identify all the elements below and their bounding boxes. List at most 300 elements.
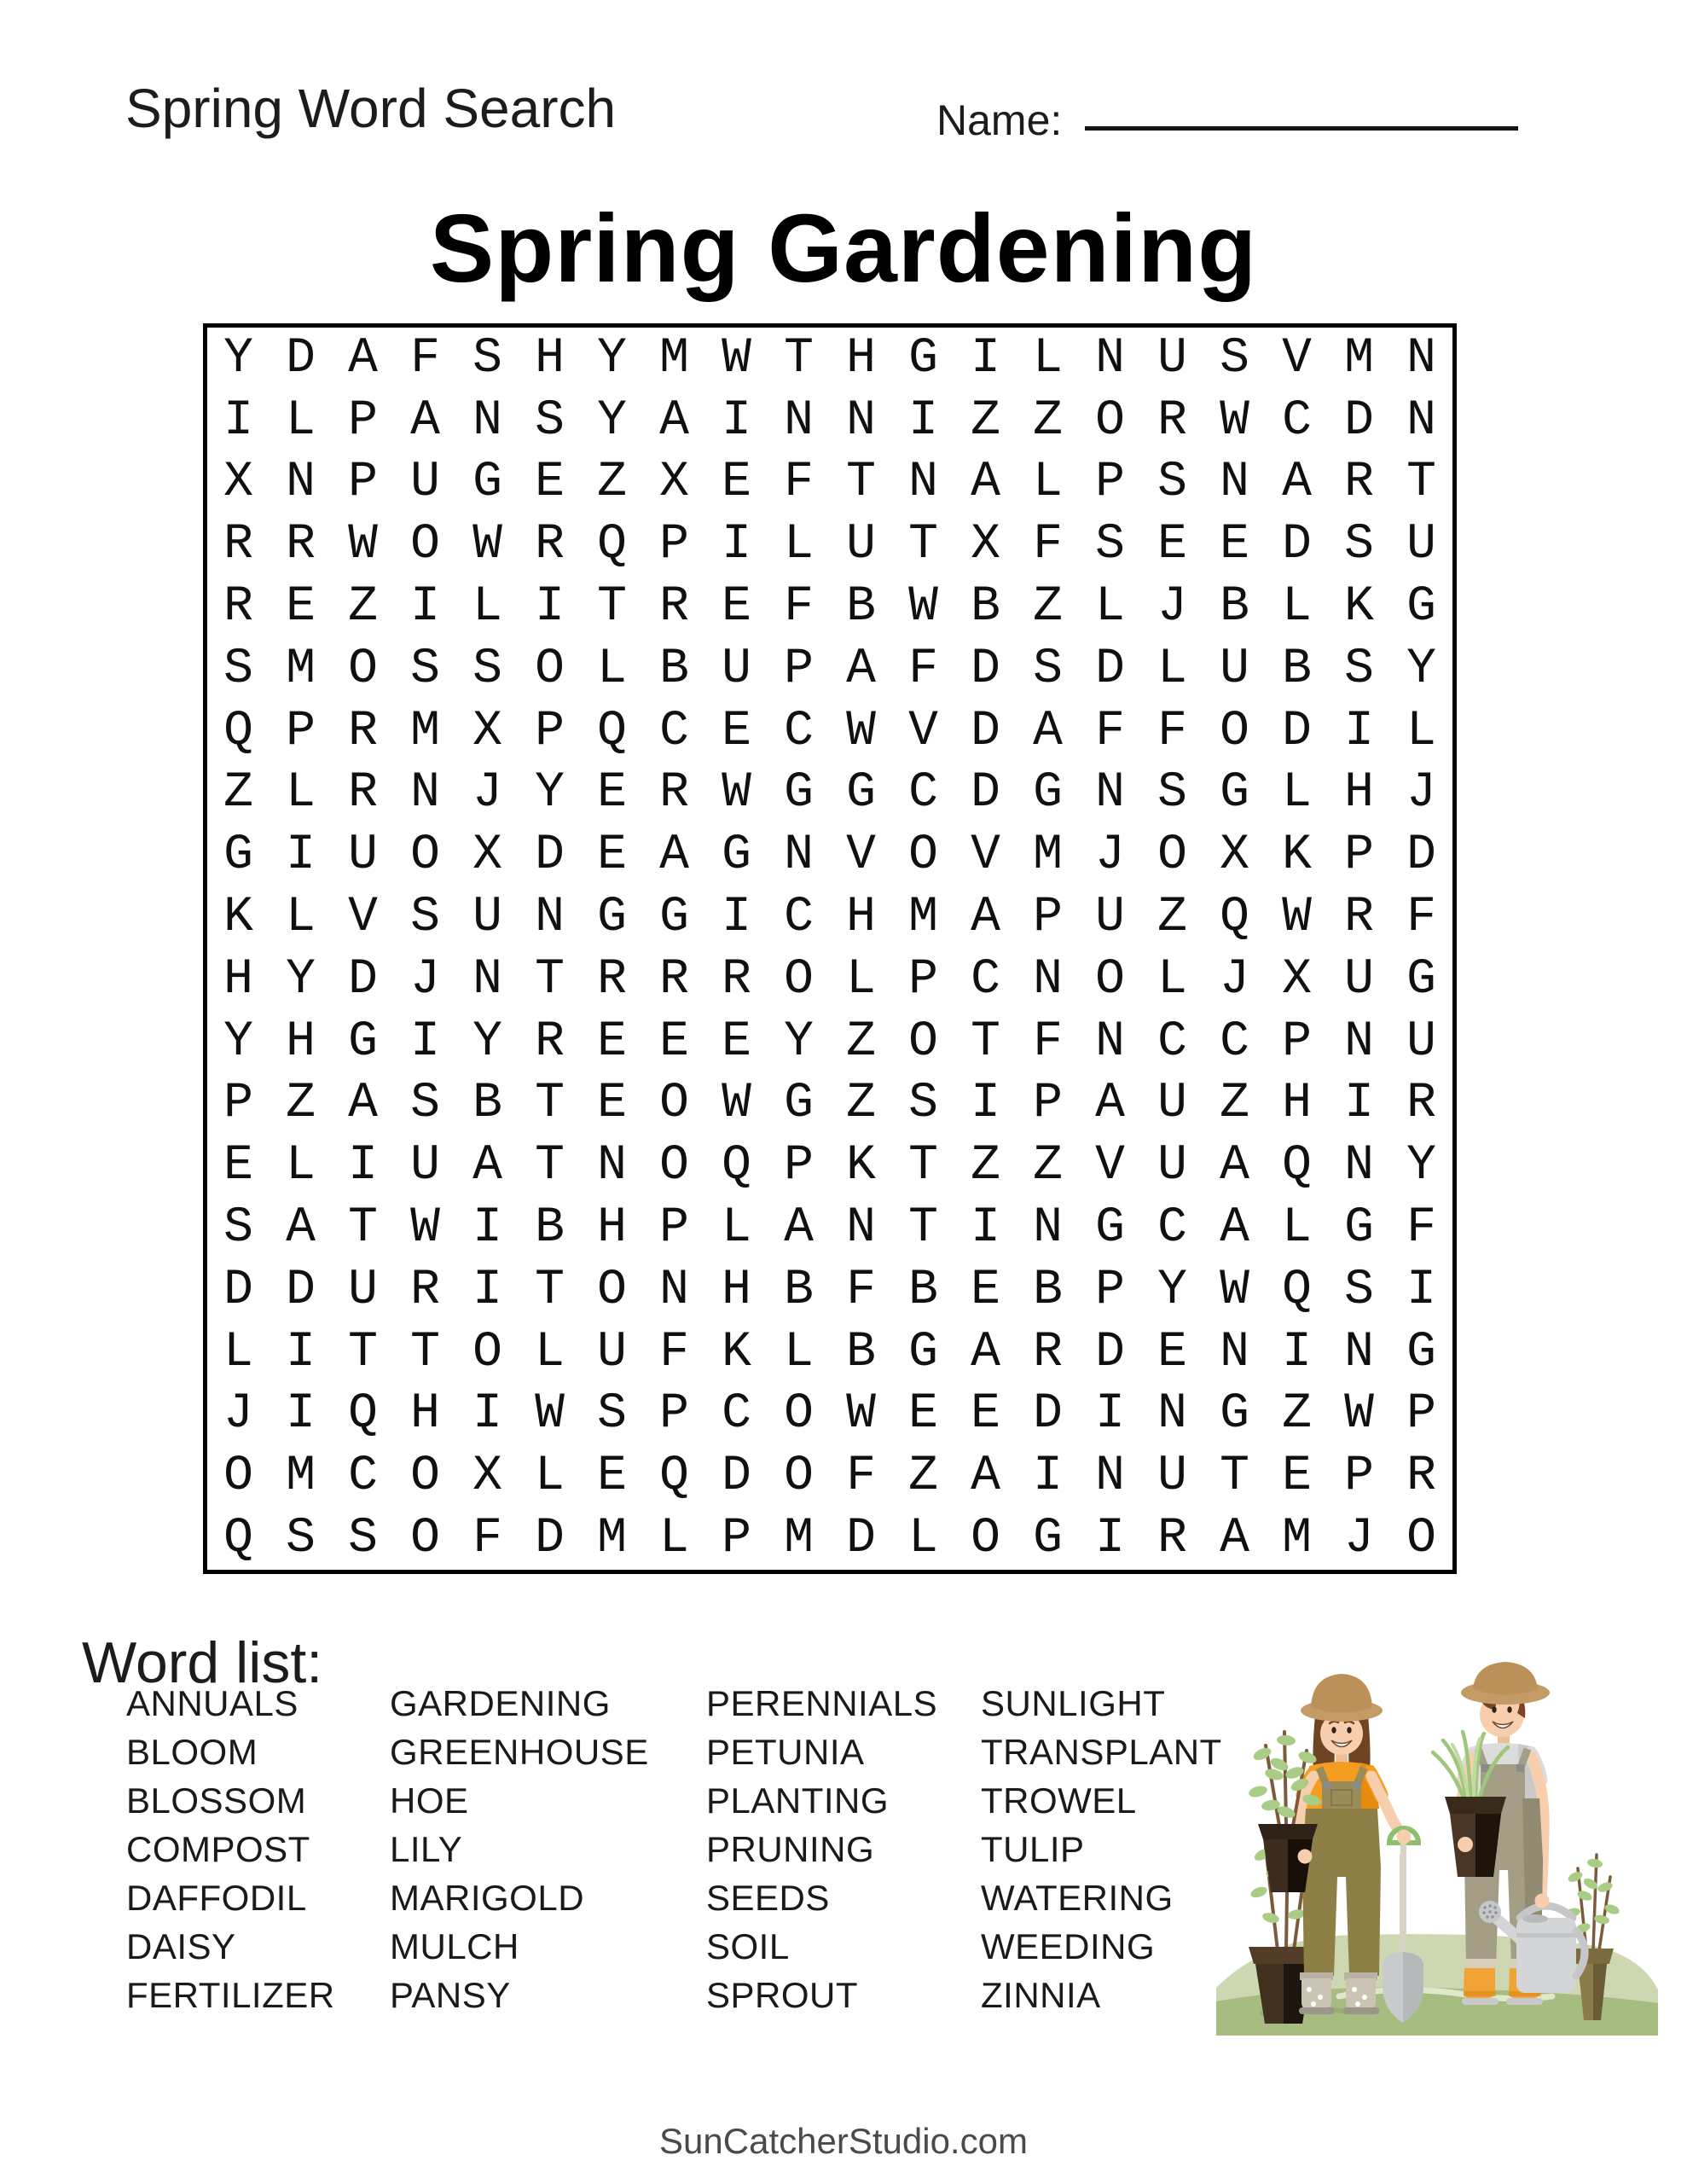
grid-cell: R	[1344, 890, 1374, 946]
grid-cell: I	[286, 828, 316, 884]
grid-cell: O	[410, 828, 440, 884]
grid-cell: R	[1157, 1511, 1187, 1567]
grid-cell: F	[1033, 517, 1063, 573]
grid-cell: I	[722, 890, 751, 946]
grid-cell: G	[784, 1076, 814, 1132]
grid-cell: L	[535, 1324, 565, 1380]
grid-cell: W	[722, 330, 751, 386]
grid-cell: A	[971, 1324, 1000, 1380]
grid-cell: T	[971, 1014, 1000, 1070]
grid-cell: M	[1033, 828, 1063, 884]
word-item: SOIL	[706, 1926, 790, 1966]
grid-cell: U	[846, 517, 876, 573]
grid-cell: C	[722, 1386, 751, 1443]
grid-cell: N	[1033, 1200, 1063, 1257]
grid-cell: M	[1344, 330, 1374, 386]
word-item: BLOOM	[126, 1732, 258, 1772]
grid-cell: O	[597, 1262, 627, 1318]
grid-cell: M	[286, 641, 316, 697]
grid-cell: S	[410, 1076, 440, 1132]
grid-cell: S	[410, 890, 440, 946]
grid-cell: Y	[597, 392, 627, 449]
grid-cell: G	[1406, 951, 1436, 1008]
grid-cell: H	[410, 1386, 440, 1443]
grid-cell: V	[908, 703, 938, 759]
grid-cell: M	[908, 890, 938, 946]
grid-cell: L	[286, 765, 316, 822]
grid-cell: D	[286, 330, 316, 386]
grid-cell: L	[535, 1449, 565, 1505]
grid-cell: P	[286, 703, 316, 759]
grid-cell: W	[722, 1076, 751, 1132]
grid-cell: G	[1406, 579, 1436, 636]
grid-cell: A	[1282, 455, 1312, 511]
grid-cell: Q	[659, 1449, 689, 1505]
grid-cell: N	[1095, 1449, 1125, 1505]
grid-cell: D	[1095, 1324, 1125, 1380]
grid-cell: L	[1282, 579, 1312, 636]
grid-cell: X	[223, 455, 253, 511]
grid-cell: W	[1282, 890, 1312, 946]
word-item: LILY	[390, 1829, 463, 1869]
grid-cell: E	[1282, 1449, 1312, 1505]
grid-cell: C	[1157, 1200, 1187, 1257]
grid-cell: L	[1157, 951, 1187, 1008]
grid-cell: Z	[971, 392, 1000, 449]
grid-cell: Z	[286, 1076, 316, 1132]
grid-cell: S	[1220, 330, 1249, 386]
grid-cell: U	[348, 1262, 378, 1318]
grid-cell: O	[1406, 1511, 1436, 1567]
grid-cell: Z	[971, 1138, 1000, 1194]
grid-cell: P	[784, 641, 814, 697]
grid-cell: Y	[1406, 641, 1436, 697]
grid-cell: O	[1220, 703, 1249, 759]
grid-cell: I	[472, 1200, 502, 1257]
grid-cell: I	[1344, 703, 1374, 759]
grid-cell: G	[908, 1324, 938, 1380]
grid-cell: E	[1157, 517, 1187, 573]
grid-cell: G	[348, 1014, 378, 1070]
grid-cell: I	[1282, 1324, 1312, 1380]
grid-cell: W	[1220, 1262, 1249, 1318]
grid-cell: O	[908, 1014, 938, 1070]
grid-cell: G	[1095, 1200, 1125, 1257]
grid-cell: E	[722, 1014, 751, 1070]
grid-cell: W	[846, 1386, 876, 1443]
word-item: SEEDS	[706, 1878, 830, 1918]
grid-cell: J	[1157, 579, 1187, 636]
grid-cell: D	[1033, 1386, 1063, 1443]
grid-cell: Z	[908, 1449, 938, 1505]
grid-cell: B	[535, 1200, 565, 1257]
grid-cell: D	[535, 1511, 565, 1567]
grid-cell: E	[535, 455, 565, 511]
grid-cell: B	[971, 579, 1000, 636]
grid-cell: J	[1406, 765, 1436, 822]
word-list-column	[706, 1679, 981, 2019]
word-item: PRUNING	[706, 1829, 875, 1869]
grid-cell: A	[971, 1449, 1000, 1505]
word-item: GREENHOUSE	[390, 1732, 649, 1772]
grid-cell: H	[1282, 1076, 1312, 1132]
grid-cell: L	[1157, 641, 1187, 697]
grid-cell: M	[1282, 1511, 1312, 1567]
grid-cell: U	[410, 1138, 440, 1194]
grid-cell: E	[722, 579, 751, 636]
footer-credit: SunCatcherStudio.com	[659, 2121, 1028, 2161]
grid-cell: S	[1157, 455, 1187, 511]
grid-cell: P	[1282, 1014, 1312, 1070]
grid-cell: Y	[472, 1014, 502, 1070]
grid-cell: T	[846, 455, 876, 511]
grid-cell: J	[472, 765, 502, 822]
grid-cell: U	[722, 641, 751, 697]
grid-cell: G	[1220, 1386, 1249, 1443]
grid-cell: S	[472, 641, 502, 697]
grid-cell: F	[1095, 703, 1125, 759]
grid-cell: D	[348, 951, 378, 1008]
grid-cell: I	[223, 392, 253, 449]
grid-cell: T	[1406, 455, 1436, 511]
grid-cell: B	[1033, 1262, 1063, 1318]
grid-cell: T	[908, 1200, 938, 1257]
grid-cell: Z	[597, 455, 627, 511]
grid-cell: O	[659, 1076, 689, 1132]
grid-cell: E	[722, 455, 751, 511]
grid-cell: Q	[223, 703, 253, 759]
word-item: GARDENING	[390, 1683, 611, 1723]
grid-cell: U	[1157, 330, 1187, 386]
grid-cell: G	[1033, 765, 1063, 822]
grid-cell: L	[286, 392, 316, 449]
grid-cell: R	[659, 951, 689, 1008]
word-item: TROWEL	[981, 1780, 1137, 1821]
word-item: TRANSPLANT	[981, 1732, 1222, 1772]
grid-cell: K	[846, 1138, 876, 1194]
grid-cell: I	[971, 1076, 1000, 1132]
word-item: PLANTING	[706, 1780, 890, 1821]
grid-cell: C	[908, 765, 938, 822]
grid-cell: T	[348, 1324, 378, 1380]
grid-cell: L	[659, 1511, 689, 1567]
grid-cell: F	[1033, 1014, 1063, 1070]
grid-cell: H	[535, 330, 565, 386]
grid-cell: I	[722, 392, 751, 449]
grid-cell: F	[1406, 1200, 1436, 1257]
grid-cell: L	[722, 1200, 751, 1257]
grid-cell: K	[1282, 828, 1312, 884]
grid-cell: L	[1406, 703, 1436, 759]
grid-cell: A	[1220, 1511, 1249, 1567]
grid-cell: R	[348, 703, 378, 759]
grid-cell: B	[908, 1262, 938, 1318]
grid-cell: Y	[784, 1014, 814, 1070]
grid-cell: I	[971, 1200, 1000, 1257]
grid-cell: J	[223, 1386, 253, 1443]
grid-cell: P	[535, 703, 565, 759]
name-blank-line	[1085, 126, 1518, 131]
grid-cell: F	[472, 1511, 502, 1567]
grid-cell: F	[659, 1324, 689, 1380]
grid-cell: K	[722, 1324, 751, 1380]
grid-cell: L	[223, 1324, 253, 1380]
grid-cell: G	[1406, 1324, 1436, 1380]
name-label: Name:	[936, 96, 1063, 144]
grid-cell: S	[1095, 517, 1125, 573]
grid-cell: J	[1344, 1511, 1374, 1567]
grid-cell: G	[472, 455, 502, 511]
word-list-columns	[126, 1679, 1262, 2019]
grid-cell: A	[1095, 1076, 1125, 1132]
grid-cell: N	[1033, 951, 1063, 1008]
grid-cell: L	[472, 579, 502, 636]
grid-cell: M	[286, 1449, 316, 1505]
grid-cell: L	[784, 517, 814, 573]
grid-cell: I	[286, 1324, 316, 1380]
word-item: PETUNIA	[706, 1732, 865, 1772]
grid-cell: R	[597, 951, 627, 1008]
word-item: HOE	[390, 1780, 469, 1821]
grid-cell: E	[659, 1014, 689, 1070]
grid-cell: V	[1095, 1138, 1125, 1194]
grid-cell: X	[472, 1449, 502, 1505]
grid-cell: P	[659, 1200, 689, 1257]
grid-cell: J	[410, 951, 440, 1008]
word-item: PERENNIALS	[706, 1683, 938, 1723]
grid-cell: C	[348, 1449, 378, 1505]
grid-cell: C	[1282, 392, 1312, 449]
grid-cell: L	[286, 890, 316, 946]
grid-cell: N	[1220, 455, 1249, 511]
puzzle-title: Spring Gardening	[429, 195, 1258, 302]
grid-cell: P	[348, 455, 378, 511]
word-item: SPROUT	[706, 1975, 859, 2015]
grid-cell: I	[472, 1386, 502, 1443]
grid-cell: Y	[223, 330, 253, 386]
grid-cell: O	[1157, 828, 1187, 884]
grid-cell: S	[472, 330, 502, 386]
page-title: Spring Word Search	[125, 78, 617, 139]
gardeners-illustration	[1211, 1662, 1663, 2037]
grid-cell: I	[410, 579, 440, 636]
grid-cell: P	[1033, 890, 1063, 946]
grid-cell: S	[1033, 641, 1063, 697]
grid-cell: X	[472, 703, 502, 759]
grid-cell: G	[784, 765, 814, 822]
grid-cell: R	[1033, 1324, 1063, 1380]
grid-cell: E	[908, 1386, 938, 1443]
grid-cell: E	[286, 579, 316, 636]
grid-cell: D	[1344, 392, 1374, 449]
grid-cell: Q	[722, 1138, 751, 1194]
grid-cell: C	[659, 703, 689, 759]
grid-cell: S	[1344, 517, 1374, 573]
grid-cell: O	[472, 1324, 502, 1380]
grid-cell: U	[1406, 517, 1436, 573]
grid-cell: O	[348, 641, 378, 697]
grid-cell: Y	[535, 765, 565, 822]
grid-cell: R	[1406, 1076, 1436, 1132]
grid-cell: B	[846, 1324, 876, 1380]
grid-cell: W	[908, 579, 938, 636]
grid-cell: G	[1220, 765, 1249, 822]
grid-cell: E	[223, 1138, 253, 1194]
grid-cell: A	[1220, 1138, 1249, 1194]
grid-cell: T	[348, 1200, 378, 1257]
grid-cell: R	[722, 951, 751, 1008]
grid-cell: C	[784, 703, 814, 759]
word-item: ZINNIA	[981, 1975, 1101, 2015]
grid-cell: G	[597, 890, 627, 946]
word-item: DAISY	[126, 1926, 236, 1966]
grid-cell: L	[597, 641, 627, 697]
grid-cell: I	[410, 1014, 440, 1070]
grid-cell: A	[348, 1076, 378, 1132]
shovel-icon	[1383, 1828, 1423, 2023]
grid-cell: N	[1344, 1324, 1374, 1380]
grid-cell: N	[1344, 1138, 1374, 1194]
grid-cell: O	[784, 1386, 814, 1443]
grid-cell: O	[410, 517, 440, 573]
grid-cell: L	[286, 1138, 316, 1194]
grid-cell: O	[410, 1449, 440, 1505]
grid-cell: W	[535, 1386, 565, 1443]
grid-cell: A	[1220, 1200, 1249, 1257]
grid-cell: X	[659, 455, 689, 511]
grid-cell: J	[1095, 828, 1125, 884]
grid-cell: E	[722, 703, 751, 759]
grid-cell: K	[223, 890, 253, 946]
grid-cell: N	[1157, 1386, 1187, 1443]
grid-cell: G	[659, 890, 689, 946]
grid-cell: U	[1157, 1449, 1187, 1505]
grid-cell: S	[223, 641, 253, 697]
grid-cell: N	[908, 455, 938, 511]
grid-cell: P	[908, 951, 938, 1008]
grid-cell: D	[1095, 641, 1125, 697]
grid-cell: F	[1157, 703, 1187, 759]
grid-cell: L	[1033, 330, 1063, 386]
grid-cell: O	[535, 641, 565, 697]
grid-cell: M	[410, 703, 440, 759]
grid-cell: B	[1220, 579, 1249, 636]
grid-cell: N	[659, 1262, 689, 1318]
word-item: MULCH	[390, 1926, 519, 1966]
grid-cell: T	[535, 951, 565, 1008]
grid-cell: O	[1095, 951, 1125, 1008]
grid-cell: E	[597, 1449, 627, 1505]
grid-cell: M	[597, 1511, 627, 1567]
grid-cell: G	[223, 828, 253, 884]
word-item: FERTILIZER	[126, 1975, 335, 2015]
word-search-grid	[203, 323, 1457, 1574]
grid-cell: N	[535, 890, 565, 946]
grid-cell: D	[1406, 828, 1436, 884]
grid-cell: Y	[1157, 1262, 1187, 1318]
grid-cell: T	[908, 517, 938, 573]
grid-cell: O	[971, 1511, 1000, 1567]
grid-cell: R	[223, 517, 253, 573]
grid-cell: X	[472, 828, 502, 884]
grid-cell: E	[597, 1014, 627, 1070]
grid-cell: V	[971, 828, 1000, 884]
grid-cell: Z	[223, 765, 253, 822]
grid-cell: Z	[846, 1076, 876, 1132]
grid-cell: Q	[597, 517, 627, 573]
grid-cell: U	[1157, 1076, 1187, 1132]
grid-cell: G	[1344, 1200, 1374, 1257]
grid-cell: E	[1220, 517, 1249, 573]
grid-cell: Z	[1157, 890, 1187, 946]
grid-cell: A	[971, 455, 1000, 511]
grid-cell: N	[472, 392, 502, 449]
grid-cell: Q	[1282, 1138, 1312, 1194]
grid-cell: G	[1033, 1511, 1063, 1567]
grid-cell: N	[1095, 1014, 1125, 1070]
grid-cell: I	[908, 392, 938, 449]
grid-cell: A	[659, 392, 689, 449]
grid-cell: O	[784, 951, 814, 1008]
grid-cell: E	[597, 765, 627, 822]
grid-cell: S	[223, 1200, 253, 1257]
grid-cell: T	[535, 1138, 565, 1194]
grid-cell: L	[1282, 765, 1312, 822]
grid-cell: Z	[1220, 1076, 1249, 1132]
grid-cell: P	[722, 1511, 751, 1567]
grid-cell: S	[1157, 765, 1187, 822]
grid-cell: O	[908, 828, 938, 884]
grid-cell: P	[659, 1386, 689, 1443]
grid-cell: L	[1095, 579, 1125, 636]
grid-cell: R	[659, 579, 689, 636]
grid-cell: D	[722, 1449, 751, 1505]
word-item: PANSY	[390, 1975, 511, 2015]
word-item: DAFFODIL	[126, 1878, 307, 1918]
grid-cell: O	[784, 1449, 814, 1505]
grid-cell: S	[410, 641, 440, 697]
grid-cell: Z	[846, 1014, 876, 1070]
grid-cell: W	[846, 703, 876, 759]
grid-cell: C	[1157, 1014, 1187, 1070]
grid-cell: J	[1220, 951, 1249, 1008]
grid-cell: I	[535, 579, 565, 636]
grid-cell: K	[1344, 579, 1374, 636]
grid-cell: N	[1406, 392, 1436, 449]
grid-cell: W	[410, 1200, 440, 1257]
grid-cell: P	[223, 1076, 253, 1132]
word-item: COMPOST	[126, 1829, 310, 1869]
grid-cell: R	[223, 579, 253, 636]
grid-cell: Y	[1406, 1138, 1436, 1194]
grid-cell: Q	[597, 703, 627, 759]
grid-cell: B	[472, 1076, 502, 1132]
grid-cell: N	[1095, 330, 1125, 386]
grid-cell: M	[659, 330, 689, 386]
grid-cell: D	[971, 641, 1000, 697]
grid-cell: N	[846, 392, 876, 449]
grid-cell: W	[1344, 1386, 1374, 1443]
grid-cell: S	[597, 1386, 627, 1443]
grid-cell: P	[1095, 455, 1125, 511]
grid-cell: Z	[1282, 1386, 1312, 1443]
grid-cell: I	[1095, 1511, 1125, 1567]
grid-cell: I	[722, 517, 751, 573]
grid-cell: G	[908, 330, 938, 386]
grid-cell: N	[1095, 765, 1125, 822]
grid-cell: A	[348, 330, 378, 386]
grid-cell: Y	[223, 1014, 253, 1070]
